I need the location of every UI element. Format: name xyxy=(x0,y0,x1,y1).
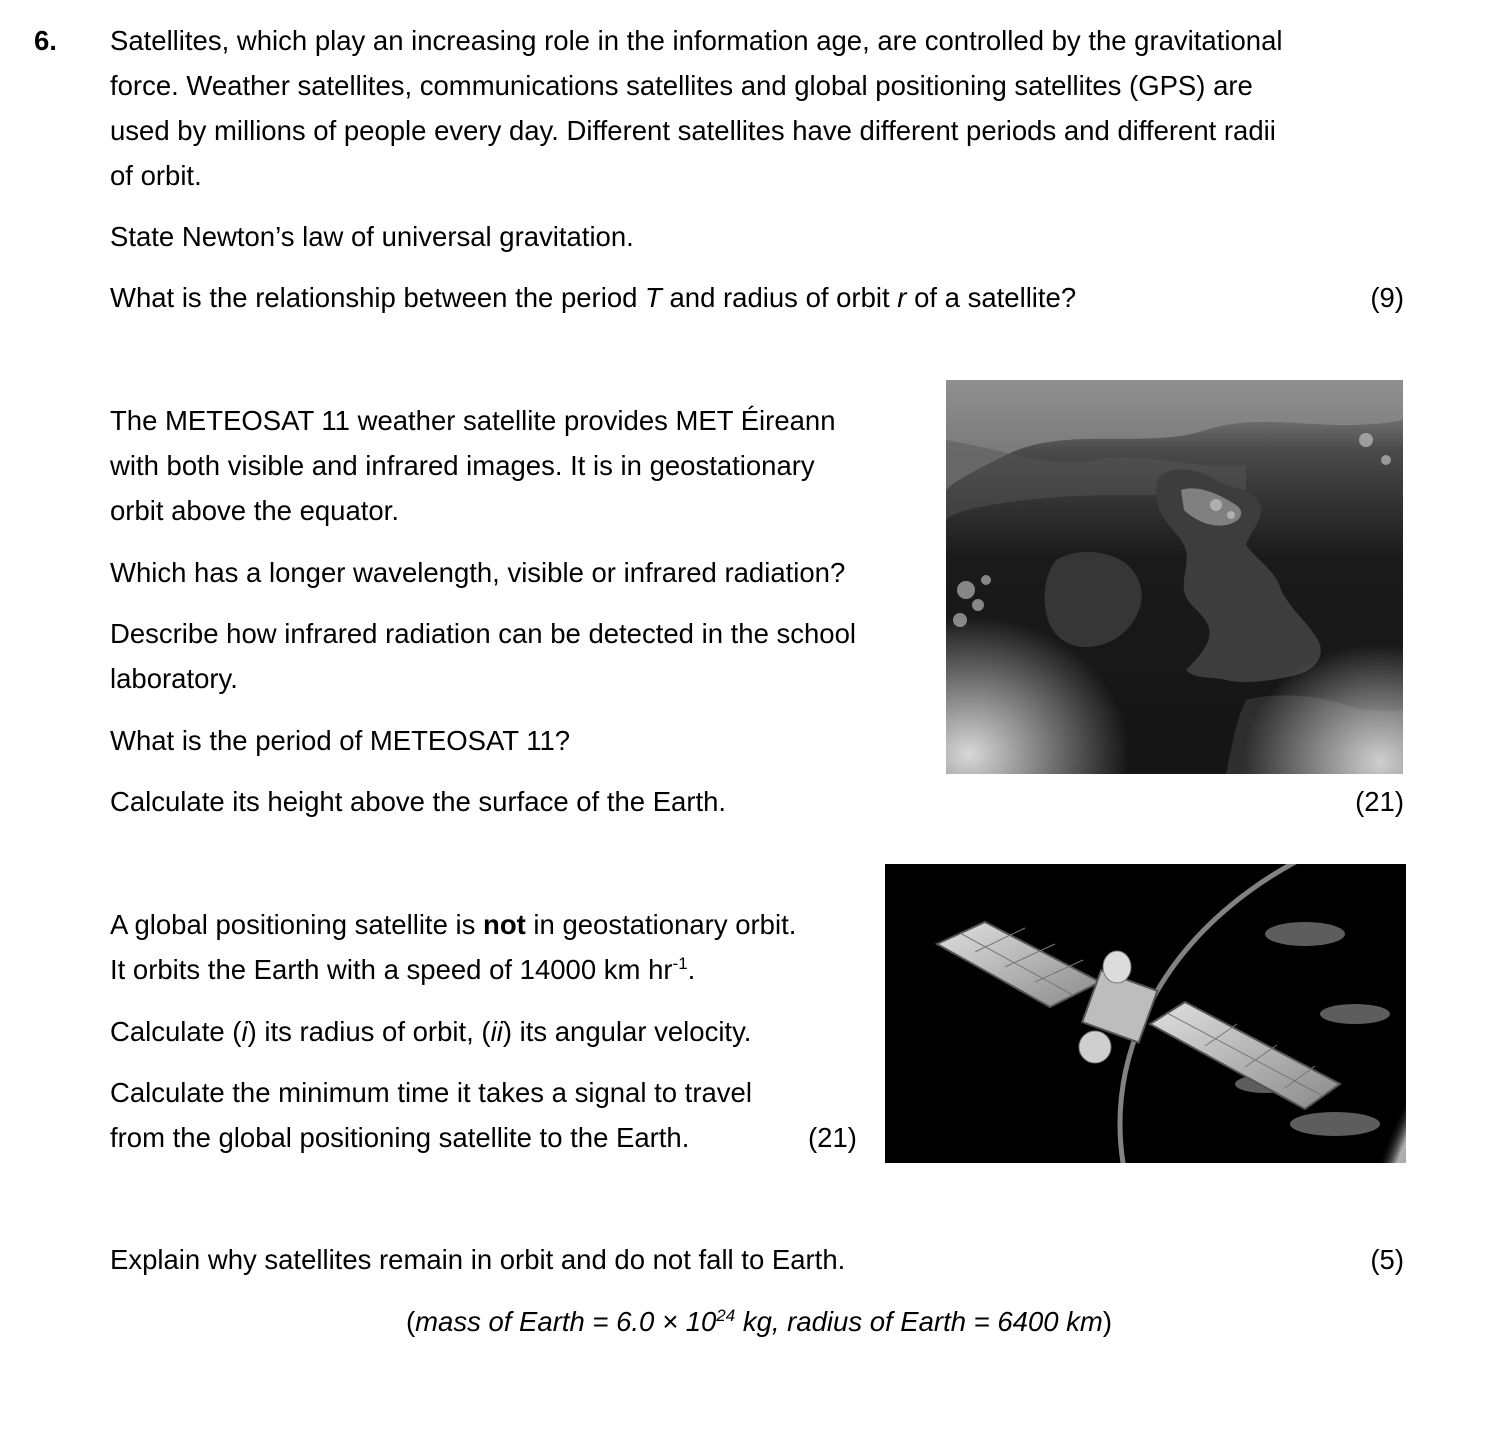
marks-part-a: (9) xyxy=(1370,282,1404,313)
intro-line: of orbit. xyxy=(110,160,202,191)
orbit-explanation-question: Explain why satellites remain in orbit and do not fall to Earth. xyxy=(110,1244,846,1275)
marks-part-c: (21) xyxy=(808,1122,857,1153)
marks-part-d: (5) xyxy=(1370,1244,1404,1275)
gps-satellite-photo-icon xyxy=(885,864,1406,1163)
intro-line: force. Weather satellites, communications satellites and global positioning satellites (GPS) are xyxy=(110,70,1253,101)
question-number: 6. xyxy=(34,25,57,56)
question-intro xyxy=(110,18,1410,198)
radius-angular-velocity-question: Calculate (i) its radius of orbit, (ii) its angular velocity. xyxy=(110,1016,752,1047)
period-radius-question: What is the relationship between the period T and radius of orbit r of a satellite? xyxy=(110,282,1077,313)
signal-time-question-line1: Calculate the minimum time it takes a signal to travel xyxy=(110,1077,752,1108)
description-line: The METEOSAT 11 weather satellite provides MET Éireann xyxy=(110,405,836,436)
gps-speed-statement: It orbits the Earth with a speed of 14000 km $hr^{-1}$. xyxy=(110,954,696,985)
infrared-detection-question: Describe how infrared radiation can be detected in the school laboratory. xyxy=(110,618,857,694)
gps-orbit-statement: A global positioning satellite is not in geostationary orbit. xyxy=(110,909,797,940)
description-line: orbit above the equator. xyxy=(110,495,399,526)
description-line: with both visible and infrared images. It is in geostationary xyxy=(110,450,815,481)
height-question: Calculate its height above the surface of the Earth. xyxy=(110,786,727,817)
signal-time-question-line2: from the global positioning satellite to the Earth. xyxy=(110,1122,690,1153)
wavelength-question: Which has a longer wavelength, visible or infrared radiation? xyxy=(110,557,846,588)
meteosat-period-question: What is the period of METEOSAT 11? xyxy=(110,725,571,756)
newton-law-question: State Newton’s law of universal gravitation. xyxy=(110,221,634,252)
intro-line: used by millions of people every day. Different satellites have different periods and different radii xyxy=(110,115,1276,146)
marks-part-b: (21) xyxy=(1355,786,1404,817)
earth-data-note: (mass of Earth = $6.0 \times 10^{24}$ kg, radius of Earth = 6400 km) xyxy=(405,1306,1113,1337)
meteosat-description xyxy=(110,398,930,533)
intro-line: Satellites, which play an increasing role in the information age, are controlled by the gravitational xyxy=(110,25,1283,56)
satellite-weather-image-icon xyxy=(946,380,1403,774)
